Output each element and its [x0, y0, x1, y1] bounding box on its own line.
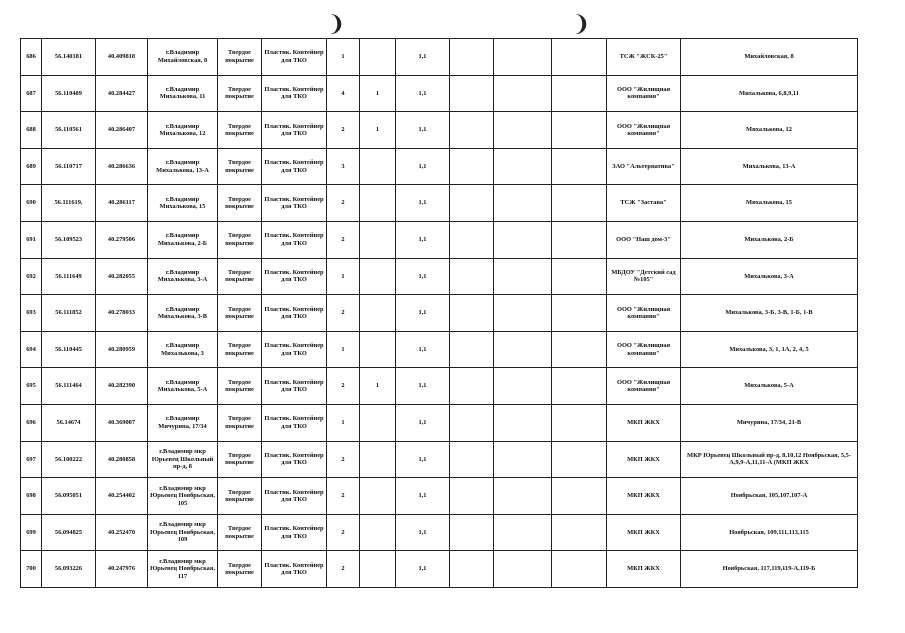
surface-cell: Твердое покрытие: [218, 39, 262, 76]
empty-cell: [494, 39, 552, 76]
served-addresses-cell: Михалькова, 5-А: [681, 368, 858, 405]
row-number: 687: [21, 75, 42, 112]
empty-cell: [494, 112, 552, 149]
extra-count-cell: [360, 404, 396, 441]
volume-cell: 1,1: [396, 514, 450, 551]
empty-cell: [552, 551, 607, 588]
container-count-cell: 2: [327, 185, 360, 222]
empty-cell: [450, 39, 494, 76]
empty-cell: [450, 514, 494, 551]
extra-count-cell: [360, 514, 396, 551]
latitude-cell: 56.110445: [42, 331, 96, 368]
extra-count-cell: 1: [360, 75, 396, 112]
volume-cell: 1,1: [396, 478, 450, 515]
served-addresses-cell: Ноябрьская, 105,107,107-А: [681, 478, 858, 515]
table-row: [21, 148, 858, 185]
row-number: 686: [21, 39, 42, 76]
surface-cell: Твердое покрытие: [218, 514, 262, 551]
organization-cell: МКП ЖКХ: [607, 404, 681, 441]
served-addresses-cell: Михалькова, 13-А: [681, 148, 858, 185]
registry-table: [20, 38, 858, 588]
organization-cell: ООО "Жилищная компания": [607, 331, 681, 368]
container-type-cell: Пластик. Контейнер для ТКО: [262, 112, 327, 149]
empty-cell: [494, 75, 552, 112]
container-type-cell: Пластик. Контейнер для ТКО: [262, 258, 327, 295]
address-cell: г.Владимир Михалькова, 3-А: [148, 258, 218, 295]
table-row: [21, 514, 858, 551]
page-mark-left: ❩: [327, 12, 346, 37]
table-row: [21, 368, 858, 405]
container-type-cell: Пластик. Контейнер для ТКО: [262, 551, 327, 588]
served-addresses-cell: Михалькова, 6,8,9,11: [681, 75, 858, 112]
empty-cell: [552, 185, 607, 222]
served-addresses-cell: Михалькова, 3, 1, 1А, 2, 4, 5: [681, 331, 858, 368]
extra-count-cell: [360, 551, 396, 588]
volume-cell: 1,1: [396, 185, 450, 222]
latitude-cell: 56.093226: [42, 551, 96, 588]
extra-count-cell: 1: [360, 368, 396, 405]
row-number: 690: [21, 185, 42, 222]
container-count-cell: 2: [327, 514, 360, 551]
longitude-cell: 40.282055: [96, 258, 148, 295]
address-cell: г.Владимир мкр Юрьевец Ноябрьская, 109: [148, 514, 218, 551]
table-row: [21, 258, 858, 295]
surface-cell: Твердое покрытие: [218, 258, 262, 295]
row-number: 695: [21, 368, 42, 405]
empty-cell: [552, 221, 607, 258]
container-type-cell: Пластик. Контейнер для ТКО: [262, 39, 327, 76]
empty-cell: [552, 258, 607, 295]
served-addresses-cell: Михалькова, 12: [681, 112, 858, 149]
empty-cell: [450, 331, 494, 368]
served-addresses-cell: Михайловская, 8: [681, 39, 858, 76]
organization-cell: МКП ЖКХ: [607, 478, 681, 515]
extra-count-cell: [360, 221, 396, 258]
empty-cell: [494, 221, 552, 258]
volume-cell: 1,1: [396, 295, 450, 332]
empty-cell: [494, 551, 552, 588]
empty-cell: [494, 295, 552, 332]
container-type-cell: Пластик. Контейнер для ТКО: [262, 331, 327, 368]
empty-cell: [552, 331, 607, 368]
longitude-cell: 40.286117: [96, 185, 148, 222]
address-cell: г.Владимир мкр Юрьевец Ноябрьская, 117: [148, 551, 218, 588]
empty-cell: [450, 478, 494, 515]
longitude-cell: 40.247976: [96, 551, 148, 588]
container-type-cell: Пластик. Контейнер для ТКО: [262, 368, 327, 405]
organization-cell: МБДОУ "Детский сад №105": [607, 258, 681, 295]
extra-count-cell: [360, 331, 396, 368]
registry-body: [21, 39, 858, 588]
longitude-cell: 40.284427: [96, 75, 148, 112]
address-cell: г.Владимир мкр Юрьевец Ноябрьская, 105: [148, 478, 218, 515]
address-cell: г.Владимир Михалькова, 3-В: [148, 295, 218, 332]
empty-cell: [494, 258, 552, 295]
empty-cell: [552, 514, 607, 551]
organization-cell: ООО "Жилищная компания": [607, 295, 681, 332]
container-type-cell: Пластик. Контейнер для ТКО: [262, 514, 327, 551]
table-row: [21, 331, 858, 368]
row-number: 699: [21, 514, 42, 551]
address-cell: г.Владимир Михайловская, 8: [148, 39, 218, 76]
latitude-cell: 56.111464: [42, 368, 96, 405]
volume-cell: 1,1: [396, 112, 450, 149]
row-number: 697: [21, 441, 42, 478]
organization-cell: ТСЖ "ЖСК-25": [607, 39, 681, 76]
container-type-cell: Пластик. Контейнер для ТКО: [262, 478, 327, 515]
latitude-cell: 56.094825: [42, 514, 96, 551]
address-cell: г.Владимир Михалькова, 15: [148, 185, 218, 222]
empty-cell: [494, 404, 552, 441]
longitude-cell: 40.369007: [96, 404, 148, 441]
empty-cell: [450, 404, 494, 441]
organization-cell: ЗАО "Альтернатива": [607, 148, 681, 185]
longitude-cell: 40.286407: [96, 112, 148, 149]
empty-cell: [552, 441, 607, 478]
empty-cell: [450, 148, 494, 185]
empty-cell: [450, 368, 494, 405]
volume-cell: 1,1: [396, 331, 450, 368]
empty-cell: [450, 295, 494, 332]
served-addresses-cell: Михалькова, 3-Б, 3-В, 1-Б, 1-В: [681, 295, 858, 332]
address-cell: г.Владимир Михалькова, 5-А: [148, 368, 218, 405]
row-number: 698: [21, 478, 42, 515]
container-count-cell: 2: [327, 441, 360, 478]
organization-cell: МКП ЖКХ: [607, 514, 681, 551]
surface-cell: Твердое покрытие: [218, 331, 262, 368]
address-cell: г.Владимир мкр Юрьевец Школьный пр-д, 8: [148, 441, 218, 478]
latitude-cell: 56.100222: [42, 441, 96, 478]
surface-cell: Твердое покрытие: [218, 404, 262, 441]
latitude-cell: 56.109523: [42, 221, 96, 258]
container-count-cell: 1: [327, 39, 360, 76]
page-mark-right: ❩: [572, 12, 591, 37]
empty-cell: [552, 478, 607, 515]
longitude-cell: 40.286636: [96, 148, 148, 185]
surface-cell: Твердое покрытие: [218, 112, 262, 149]
address-cell: г.Владимир Михалькова, 12: [148, 112, 218, 149]
empty-cell: [450, 258, 494, 295]
container-count-cell: 2: [327, 368, 360, 405]
volume-cell: 1,1: [396, 258, 450, 295]
served-addresses-cell: МКР Юрьевец Школьный пр-д, 8,10,12 Ноябрьская, 5,5-А,9,9-А,11,11-А (МКП ЖКХ: [681, 441, 858, 478]
row-number: 696: [21, 404, 42, 441]
extra-count-cell: [360, 185, 396, 222]
address-cell: г.Владимир Мичурина, 17/34: [148, 404, 218, 441]
surface-cell: Твердое покрытие: [218, 75, 262, 112]
container-type-cell: Пластик. Контейнер для ТКО: [262, 185, 327, 222]
address-cell: г.Владимир Михалькова, 13-А: [148, 148, 218, 185]
surface-cell: Твердое покрытие: [218, 441, 262, 478]
container-count-cell: 2: [327, 112, 360, 149]
address-cell: г.Владимир Михалькова, 11: [148, 75, 218, 112]
empty-cell: [450, 185, 494, 222]
container-type-cell: Пластик. Контейнер для ТКО: [262, 148, 327, 185]
surface-cell: Твердое покрытие: [218, 185, 262, 222]
container-count-cell: 2: [327, 295, 360, 332]
volume-cell: 1,1: [396, 75, 450, 112]
container-count-cell: 2: [327, 221, 360, 258]
extra-count-cell: [360, 441, 396, 478]
extra-count-cell: [360, 39, 396, 76]
longitude-cell: 40.279506: [96, 221, 148, 258]
address-cell: г.Владимир Михалькова, 3: [148, 331, 218, 368]
extra-count-cell: [360, 258, 396, 295]
container-count-cell: 2: [327, 478, 360, 515]
table-row: [21, 75, 858, 112]
extra-count-cell: [360, 478, 396, 515]
organization-cell: ООО "Наш дом-3": [607, 221, 681, 258]
served-addresses-cell: Михалькова, 2-Б: [681, 221, 858, 258]
latitude-cell: 56.110717: [42, 148, 96, 185]
empty-cell: [552, 148, 607, 185]
container-count-cell: 3: [327, 148, 360, 185]
extra-count-cell: [360, 295, 396, 332]
empty-cell: [552, 295, 607, 332]
empty-cell: [450, 221, 494, 258]
surface-cell: Твердое покрытие: [218, 148, 262, 185]
table-row: [21, 39, 858, 76]
latitude-cell: 56.111649: [42, 258, 96, 295]
longitude-cell: 40.280858: [96, 441, 148, 478]
empty-cell: [494, 185, 552, 222]
empty-cell: [450, 441, 494, 478]
table-row: [21, 185, 858, 222]
longitude-cell: 40.409818: [96, 39, 148, 76]
empty-cell: [494, 148, 552, 185]
surface-cell: Твердое покрытие: [218, 368, 262, 405]
empty-cell: [450, 75, 494, 112]
table-row: [21, 295, 858, 332]
table-row: [21, 551, 858, 588]
latitude-cell: 56.111852: [42, 295, 96, 332]
surface-cell: Твердое покрытие: [218, 551, 262, 588]
organization-cell: ООО "Жилищная компания": [607, 112, 681, 149]
extra-count-cell: [360, 148, 396, 185]
empty-cell: [552, 368, 607, 405]
empty-cell: [552, 404, 607, 441]
table-row: [21, 404, 858, 441]
longitude-cell: 40.278033: [96, 295, 148, 332]
surface-cell: Твердое покрытие: [218, 478, 262, 515]
volume-cell: 1,1: [396, 368, 450, 405]
empty-cell: [494, 514, 552, 551]
row-number: 692: [21, 258, 42, 295]
row-number: 691: [21, 221, 42, 258]
empty-cell: [450, 112, 494, 149]
container-type-cell: Пластик. Контейнер для ТКО: [262, 221, 327, 258]
container-count-cell: 1: [327, 258, 360, 295]
empty-cell: [450, 551, 494, 588]
container-type-cell: Пластик. Контейнер для ТКО: [262, 441, 327, 478]
served-addresses-cell: Ноябрьская, 109,111,113,115: [681, 514, 858, 551]
served-addresses-cell: Михалькова, 3-А: [681, 258, 858, 295]
latitude-cell: 56.095051: [42, 478, 96, 515]
organization-cell: МКП ЖКХ: [607, 441, 681, 478]
row-number: 693: [21, 295, 42, 332]
longitude-cell: 40.254402: [96, 478, 148, 515]
longitude-cell: 40.282390: [96, 368, 148, 405]
volume-cell: 1,1: [396, 441, 450, 478]
organization-cell: ООО "Жилищная компания": [607, 368, 681, 405]
table-row: [21, 112, 858, 149]
served-addresses-cell: Мичурина, 17/34, 21-В: [681, 404, 858, 441]
surface-cell: Твердое покрытие: [218, 221, 262, 258]
volume-cell: 1,1: [396, 551, 450, 588]
latitude-cell: 56.14674: [42, 404, 96, 441]
container-count-cell: 4: [327, 75, 360, 112]
table-row: [21, 478, 858, 515]
container-type-cell: Пластик. Контейнер для ТКО: [262, 75, 327, 112]
table-row: [21, 441, 858, 478]
container-type-cell: Пластик. Контейнер для ТКО: [262, 404, 327, 441]
row-number: 694: [21, 331, 42, 368]
empty-cell: [552, 112, 607, 149]
surface-cell: Твердое покрытие: [218, 295, 262, 332]
organization-cell: ТСЖ "Застава": [607, 185, 681, 222]
served-addresses-cell: Михалькова, 15: [681, 185, 858, 222]
volume-cell: 1,1: [396, 39, 450, 76]
latitude-cell: 56.140181: [42, 39, 96, 76]
volume-cell: 1,1: [396, 148, 450, 185]
latitude-cell: 56.110489: [42, 75, 96, 112]
row-number: 689: [21, 148, 42, 185]
empty-cell: [552, 39, 607, 76]
row-number: 688: [21, 112, 42, 149]
extra-count-cell: 1: [360, 112, 396, 149]
empty-cell: [494, 441, 552, 478]
empty-cell: [494, 478, 552, 515]
empty-cell: [552, 75, 607, 112]
row-number: 700: [21, 551, 42, 588]
longitude-cell: 40.252470: [96, 514, 148, 551]
organization-cell: ООО "Жилищная компания": [607, 75, 681, 112]
address-cell: г.Владимир Михалькова, 2-Б: [148, 221, 218, 258]
volume-cell: 1,1: [396, 404, 450, 441]
empty-cell: [494, 331, 552, 368]
container-count-cell: 1: [327, 404, 360, 441]
latitude-cell: 56.111619,: [42, 185, 96, 222]
organization-cell: МКП ЖКХ: [607, 551, 681, 588]
latitude-cell: 56.110561: [42, 112, 96, 149]
container-type-cell: Пластик. Контейнер для ТКО: [262, 295, 327, 332]
container-count-cell: 1: [327, 331, 360, 368]
table-row: [21, 221, 858, 258]
container-count-cell: 2: [327, 551, 360, 588]
volume-cell: 1,1: [396, 221, 450, 258]
empty-cell: [494, 368, 552, 405]
served-addresses-cell: Ноябрьская, 117,119,119-А,119-Б: [681, 551, 858, 588]
longitude-cell: 40.280959: [96, 331, 148, 368]
